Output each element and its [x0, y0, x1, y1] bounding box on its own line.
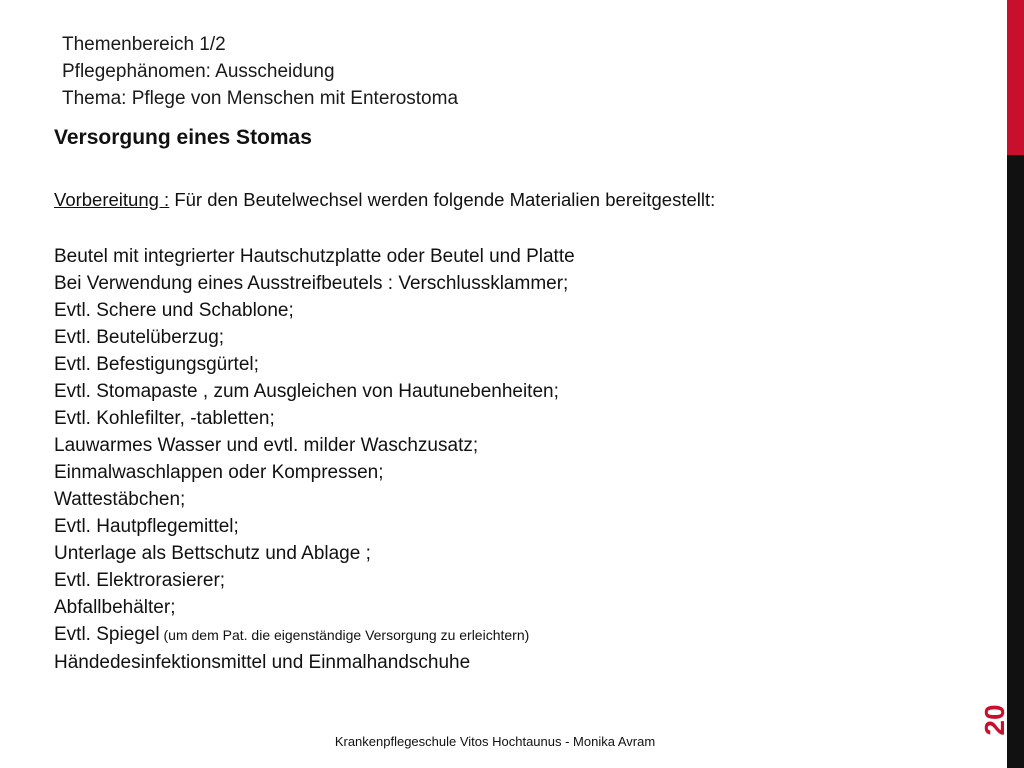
materials-list: [54, 243, 575, 676]
list-item: Einmalwaschlappen oder Kompressen;: [54, 462, 384, 483]
list-item: Evtl. Befestigungsgürtel;: [54, 354, 259, 375]
slide-number: 20: [979, 704, 1010, 736]
list-item: Evtl. Stomapaste , zum Ausgleichen von Hautunebenheiten;: [54, 381, 559, 402]
footer: Krankenpflegeschule Vitos Hochtaunus - Monika Avram: [334, 734, 656, 749]
mirror-item-note: (um dem Pat. die eigenständige Versorgung zu erleichtern): [159, 627, 530, 643]
list-item: Bei Verwendung eines Ausstreifbeutels : Verschlussklammer;: [54, 273, 569, 294]
list-item: Evtl. Hautpflegemittel;: [54, 516, 239, 537]
list-item: Evtl. Beutelüberzug;: [54, 327, 225, 348]
list-item-mirror: [54, 621, 575, 649]
list-item: Unterlage als Bettschutz und Ablage ;: [54, 543, 371, 564]
mirror-item-main: Evtl. Spiegel: [54, 624, 160, 645]
list-item: Evtl. Schere und Schablone;: [54, 300, 294, 321]
header-theme: Thema: Pflege von Menschen mit Enterostoma: [62, 88, 459, 109]
section-title: Versorgung eines Stomas: [54, 126, 312, 149]
list-item: Abfallbehälter;: [54, 597, 176, 618]
header-topic-area: Themenbereich 1/2: [62, 34, 226, 55]
header-phenomenon: Pflegephänomen: Ausscheidung: [62, 61, 335, 82]
list-item: Wattestäbchen;: [54, 489, 186, 510]
preparation-line: [54, 189, 715, 211]
preparation-text: Für den Beutelwechsel werden folgende Materialien bereitgestellt:: [169, 189, 716, 210]
preparation-label: Vorbereitung :: [54, 189, 170, 210]
side-accent-bar-red: [1007, 0, 1024, 155]
list-item: Beutel mit integrierter Hautschutzplatte oder Beutel und Platte: [54, 246, 575, 267]
side-accent-bar-black: [1007, 155, 1024, 768]
list-item: Evtl. Elektrorasierer;: [54, 570, 226, 591]
list-item: Lauwarmes Wasser und evtl. milder Waschzusatz;: [54, 435, 479, 456]
list-item: Händedesinfektionsmittel und Einmalhandschuhe: [54, 652, 471, 673]
list-item: Evtl. Kohlefilter, -tabletten;: [54, 408, 275, 429]
slide-header: [62, 31, 458, 112]
